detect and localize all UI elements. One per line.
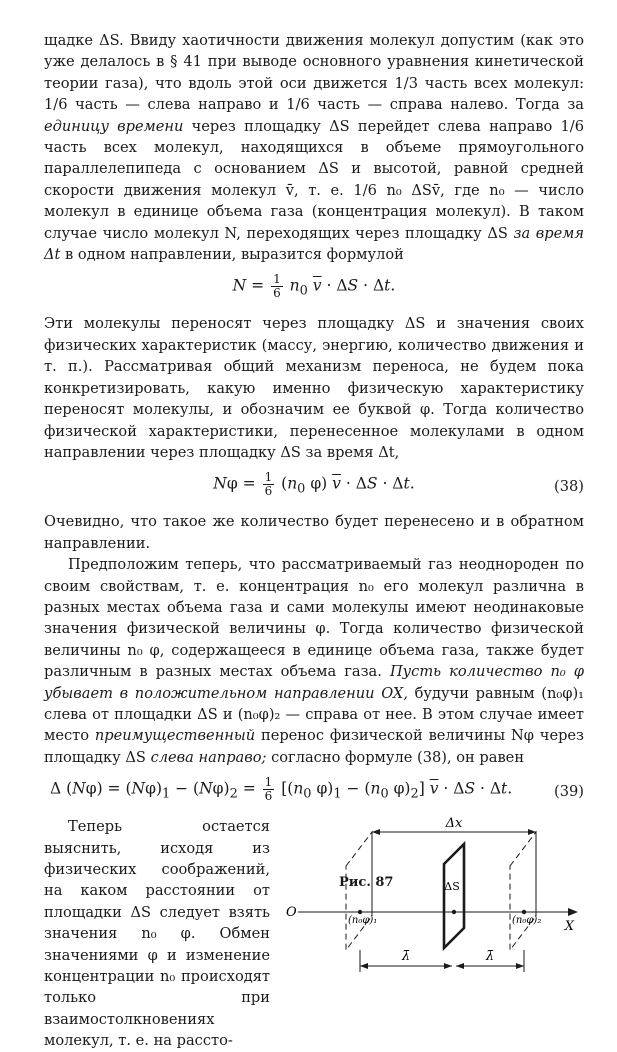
- figure-87: [286, 816, 586, 986]
- lambda-left-label: λ̄: [401, 949, 411, 965]
- paragraph-3: Очевидно, что такое же количество будет перенесено и в обратном направлении.: [44, 513, 584, 552]
- paragraph-1: щадке ΔS. Ввиду хаотичности движения молекул допустим (как это уже делалось в § 41 при выводе основного уравнения кинетической теории газа), что вдоль этой оси движется 1/3 часть всех молекул: 1/6 часть — слева направо и 1/6 часть — справа налево. Тогда за единицу времени через площадку ΔS перейдет слева направо 1/6 часть всех молекул, находящихся в объеме прямоугольного параллелепипеда с основанием ΔS и высотой, равной средней скорости движения молекул v̄, т. е. 1/6 n₀ ΔSv̄, где n₀ — число молекул в единице объема газа (концентрация молекул). В таком случае число молекул N, переходящих через площадку ΔS за время Δt в одном направлении, выразится формулой: [44, 32, 584, 264]
- formula-38: Nφ = $\frac{1}{6}$ ($n_0$ φ) $\overline{v} \cdot \Delta S \cdot \Delta t$. (38): [213, 470, 584, 499]
- paragraph-4: Предположим теперь, что рассматриваемый газ неоднороден по своим свойствам, т. е. концентрация n₀ его молекул различна в разных местах объема газа и сами молекулы имеют неодинаковые значения физической величины φ. Тогда количество физической величины n₀ φ, содержащееся в единице объема газа, также будет различным в разных местах объема газа. Пусть количество n₀ φ убывает в положительном направлении OX, будучи равным (n₀φ)₁ слева от площадки ΔS и (n₀φ)₂ — справа от нее. В этом случае имеет место преимущественный перенос физической величины Nφ через площадку ΔS слева направо; согласно формуле (38), он равен: [44, 556, 585, 766]
- dx-label: Δx: [445, 816, 463, 832]
- right-value-label: (n₀φ)₂: [512, 915, 542, 927]
- formula-39: Δ $(N\varphi) = (N\varphi)_1 - (N\varphi)_2$ = $\frac{1}{6}$ [($n_0$ $\varphi)_1 - (n_0$ $\varphi)_2$] $\overline{v} \cdot \Delta S \cdot \Delta t$. (39): [50, 775, 584, 804]
- formula-n: N = $\frac{1}{6}$ $n_0$ $\overline{v} \cdot \Delta S \cdot \Delta t$.: [232, 272, 396, 301]
- area-ds-plate: [444, 844, 464, 948]
- equation-number-38: (38): [554, 478, 584, 496]
- bottom-section: [44, 816, 584, 1050]
- paragraph-5: Теперь остается выяснить, исходя из физических соображений, на каком расстоянии от площадки ΔS следует взять значения n₀ φ. Обмен значениями φ и изменение концентрации n₀ происходят только при взаимостолкновениях молекул, т. е. на рассто-: [44, 818, 270, 1050]
- left-value-label: (n₀φ)₁: [348, 915, 378, 927]
- ds-label: ΔS: [444, 880, 460, 894]
- page-body: [44, 30, 585, 1050]
- axis-x-label: X: [564, 919, 574, 935]
- equation-number-39: (39): [554, 783, 584, 801]
- figure-caption: Рис. 87: [339, 875, 394, 890]
- axis-origin-label: O: [286, 905, 297, 921]
- lambda-right-label: λ̄: [485, 949, 495, 965]
- paragraph-2: Эти молекулы переносят через площадку ΔS и значения своих физических характеристик (массу, энергию, количество движения и т. п.). Рассматривая общий механизм переноса, не будем пока конкретизировать, какую именно физическую характеристику переносят молекулы, и обозначим ее буквой φ. Тогда количество физической характеристики, перенесенное молекулами в одном направлении через площадку ΔS за время Δt,: [44, 315, 584, 461]
